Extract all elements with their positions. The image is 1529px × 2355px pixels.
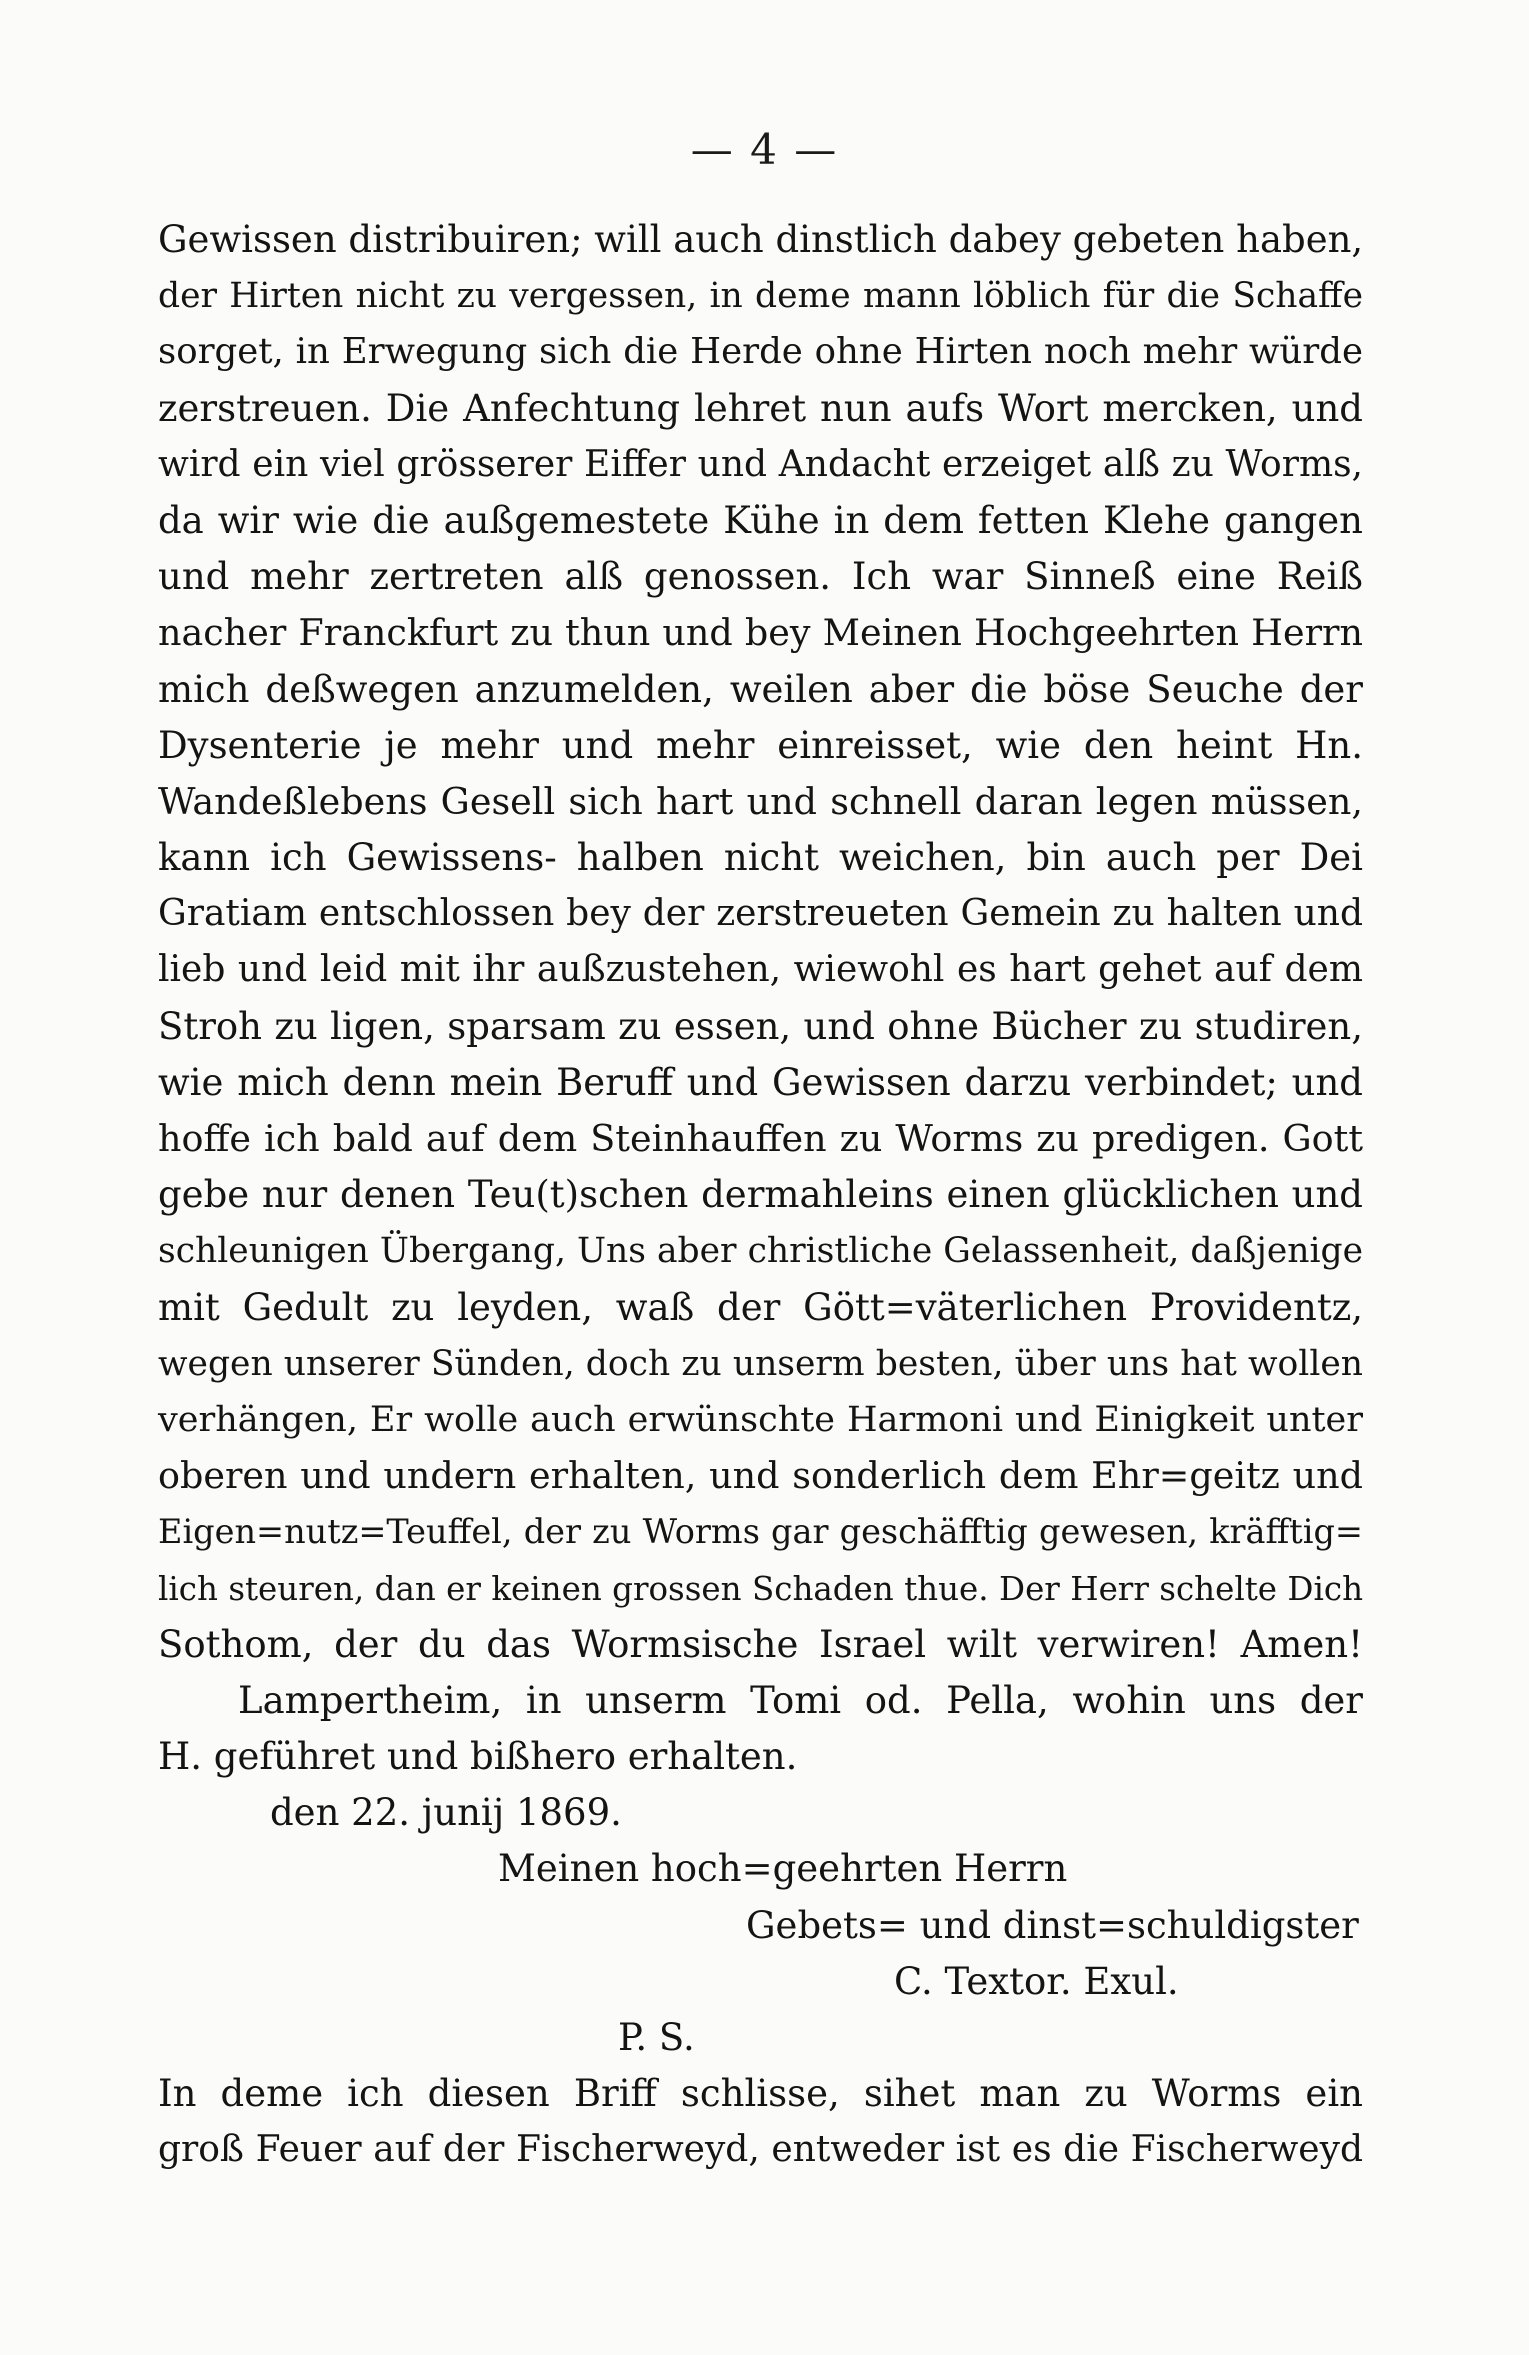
text-line: Gewissen distribuiren; will auch dinstlich dabey gebeten haben, <box>158 218 1364 261</box>
signature-line: Gebets= und dinst=schuldigster <box>746 1903 1359 1947</box>
text-line: mich deßwegen anzumelden, weilen aber die böse Seuche der <box>158 667 1363 711</box>
text-line: Sothom, der du das Wormsische Israel wilt verwiren! Amen! <box>158 1622 1363 1666</box>
postscript-label: P. S. <box>618 2016 695 2059</box>
text-line: Gratiam entschlossen bey der zerstreueten Gemein zu halten und <box>158 893 1363 935</box>
text-line: verhängen, Er wolle auch erwünschte Harmoni und Einigkeit unter <box>158 1399 1363 1440</box>
text-line: kann ich Gewissens- halben nicht weichen, bin auch per Dei <box>158 836 1363 880</box>
letter-body <box>158 212 1363 2179</box>
text-line: Wandeßlebens Gesell sich hart und schnell daran legen müssen, <box>158 779 1363 823</box>
salutation: Meinen hoch=geehrten Herrn <box>498 1847 1068 1891</box>
closing-place-line: Lampertheim, in unserm Tomi od. Pella, wohin uns der <box>238 1678 1363 1722</box>
text-line: wegen unserer Sünden, doch zu unserm besten, über uns hat wollen <box>158 1343 1363 1384</box>
signature-name: C. Textor. Exul. <box>894 1959 1179 2003</box>
page-number: — 4 — <box>690 125 839 174</box>
text-line: wie mich denn mein Beruff und Gewissen darzu verbindet; und <box>158 1060 1363 1104</box>
text-line: wird ein viel grösserer Eiffer und Andacht erzeiget alß zu Worms, <box>158 443 1363 485</box>
text-line: zerstreuen. Die Anfechtung lehret nun aufs Wort mercken, und <box>158 386 1363 430</box>
text-line: Dysenterie je mehr und mehr einreisset, wie den heint Hn. <box>158 723 1363 767</box>
text-line: nacher Franckfurt zu thun und bey Meinen Hochgeehrten Herrn <box>158 611 1363 655</box>
text-line: Eigen=nutz=Teuffel, der zu Worms gar geschäfftig gewesen, kräfftig= <box>158 1512 1363 1552</box>
postscript-line: In deme ich diesen Briff schlisse, sihet man zu Worms ein <box>158 2072 1363 2116</box>
text-line: Stroh zu ligen, sparsam zu essen, und ohne Bücher zu studiren, <box>158 1004 1363 1048</box>
text-line: sorget, in Erwegung sich die Herde ohne Hirten noch mehr würde <box>158 331 1363 373</box>
text-line: gebe nur denen Teu(t)schen dermahleins einen glücklichen und <box>158 1173 1363 1217</box>
text-line: da wir wie die außgemestete Kühe in dem fetten Klehe gangen <box>158 498 1363 542</box>
text-line: schleunigen Übergang, Uns aber christliche Gelassenheit, daßjenige <box>158 1231 1363 1272</box>
text-line: lich steuren, dan er keinen grossen Schaden thue. Der Herr schelte Dich <box>158 1569 1363 1608</box>
postscript-line: groß Feuer auf der Fischerweyd, entweder ist es die Fischerweyd <box>158 2129 1363 2171</box>
text-line: der Hirten nicht zu vergessen, in deme mann löblich für die Schaffe <box>158 276 1363 317</box>
text-line: lieb und leid mit ihr außzustehen, wiewohl es hart gehet auf dem <box>158 949 1363 991</box>
text-line: mit Gedult zu leyden, waß der Gött=väterlichen Providentz, <box>158 1285 1363 1329</box>
text-line: hoffe ich bald auf dem Steinhauffen zu Worms zu predigen. Gott <box>158 1117 1363 1160</box>
text-line: oberen und undern erhalten, und sonderlich dem Ehr=geitz und <box>158 1454 1363 1498</box>
text-line: und mehr zertreten alß genossen. Ich war Sinneß eine Reiß <box>158 555 1363 599</box>
closing-place-line: H. geführet und bißhero erhalten. <box>158 1735 798 1779</box>
closing-date: den 22. junij 1869. <box>270 1791 622 1835</box>
